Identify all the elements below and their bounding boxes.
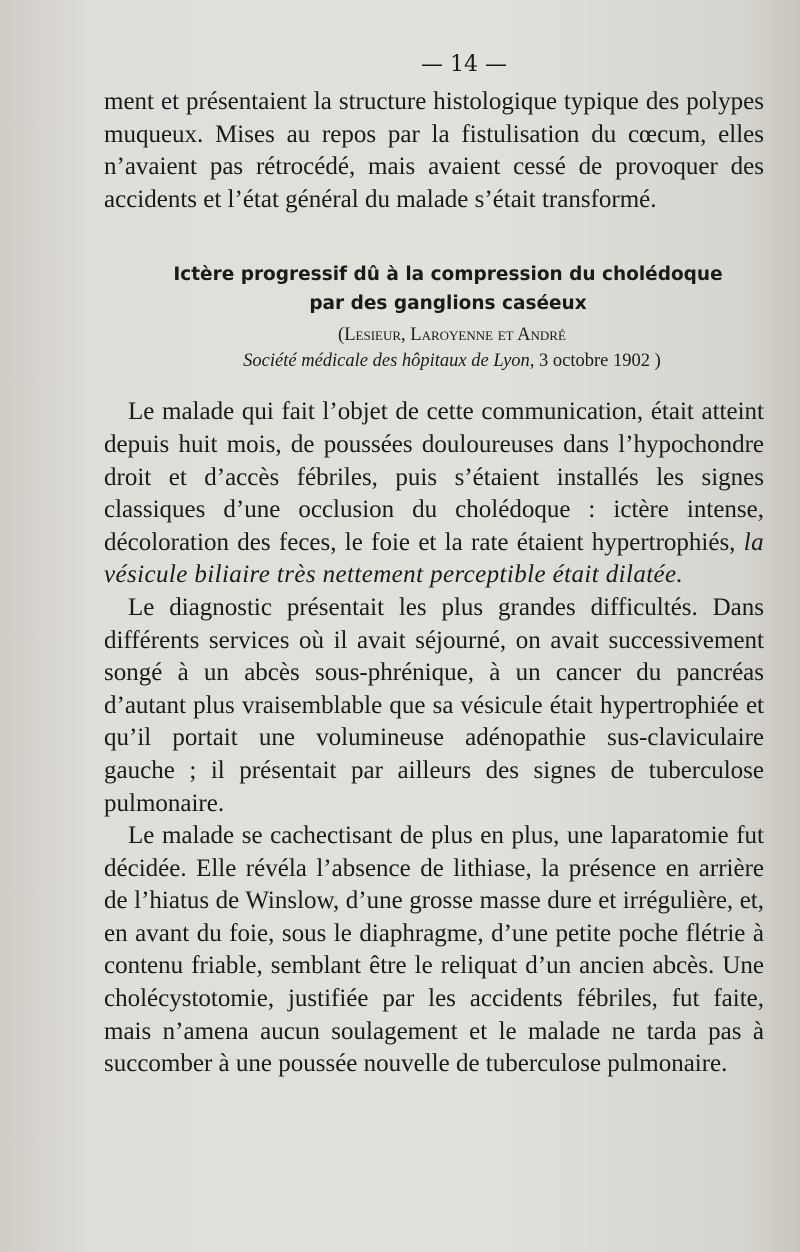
section-title-line-1: Ictère progressif dû à la compression du cholédoque xyxy=(173,264,723,286)
paragraph-1-text: Le malade qui fait l’objet de cette communication, était atteint depuis huit mois, de poussées douloureuses dans l’hypochondre droit et d’accès fébriles, puis s’étaient installés les signes classiques d’une occlusion du cholédoque : ictère intense, décoloration des feces, le foie et la rate étaient hypertrophiés, xyxy=(104,398,764,556)
citation-journal: Société médicale des hôpitaux de Lyon, xyxy=(243,351,535,372)
paragraph-3: Le malade se cachectisant de plus en plus, une laparatomie fut décidée. Elle révéla l’absence de lithiase, la présence en arrière de l’hiatus de Winslow, d’une grosse masse dure et irrégulière, et, en avant du foie, sous le diaphragme, d’une petite poche flétrie à contenu friable, semblant être le reliquat d’un ancien abcès. Une cholécystotomie, justifiée par les accidents fébriles, fut faite, mais n’amena aucun soulagement et le malade ne tarda pas à succomber à une poussée nouvelle de tuberculose pulmonaire. xyxy=(104,822,764,1078)
citation-authors-line xyxy=(140,322,764,348)
paragraph-1-italic: la vésicule biliaire très nettement perceptible était dilatée. xyxy=(104,528,764,589)
citation-source-line xyxy=(140,348,764,374)
citation-open-paren: ( xyxy=(338,325,345,346)
page-number: — 14 — xyxy=(421,52,507,77)
section-title-line-2: par des ganglions caséeux xyxy=(309,293,587,315)
citation xyxy=(104,322,764,374)
opening-paragraph: ment et présentaient la structure histologique typique des polypes muqueux. Mises au repos par la fistulisation du cœcum, elles n’avaient pas rétrocédé, mais avaient cessé de provoquer des accidents et l’état général du malade s’était transformé. xyxy=(104,88,764,213)
citation-authors: Lesieur, Laroyenne et André xyxy=(344,325,566,346)
section-title xyxy=(104,260,764,318)
citation-date: 3 octobre 1902 ) xyxy=(534,351,661,372)
paragraph-1 xyxy=(104,396,764,592)
body-text xyxy=(104,396,764,1080)
paragraph-2: Le diagnostic présentait les plus grandes difficultés. Dans différents services où il avait séjourné, on avait successivement songé à un abcès sous-phrénique, à un cancer du pancréas d’autant plus vraisemblable que sa vésicule était hypertrophiée et qu’il portait une volumineuse adénopathie sus-claviculaire gauche ; il présentait par ailleurs des signes de tuberculose pulmonaire. xyxy=(104,593,764,817)
document-page xyxy=(104,48,764,1081)
